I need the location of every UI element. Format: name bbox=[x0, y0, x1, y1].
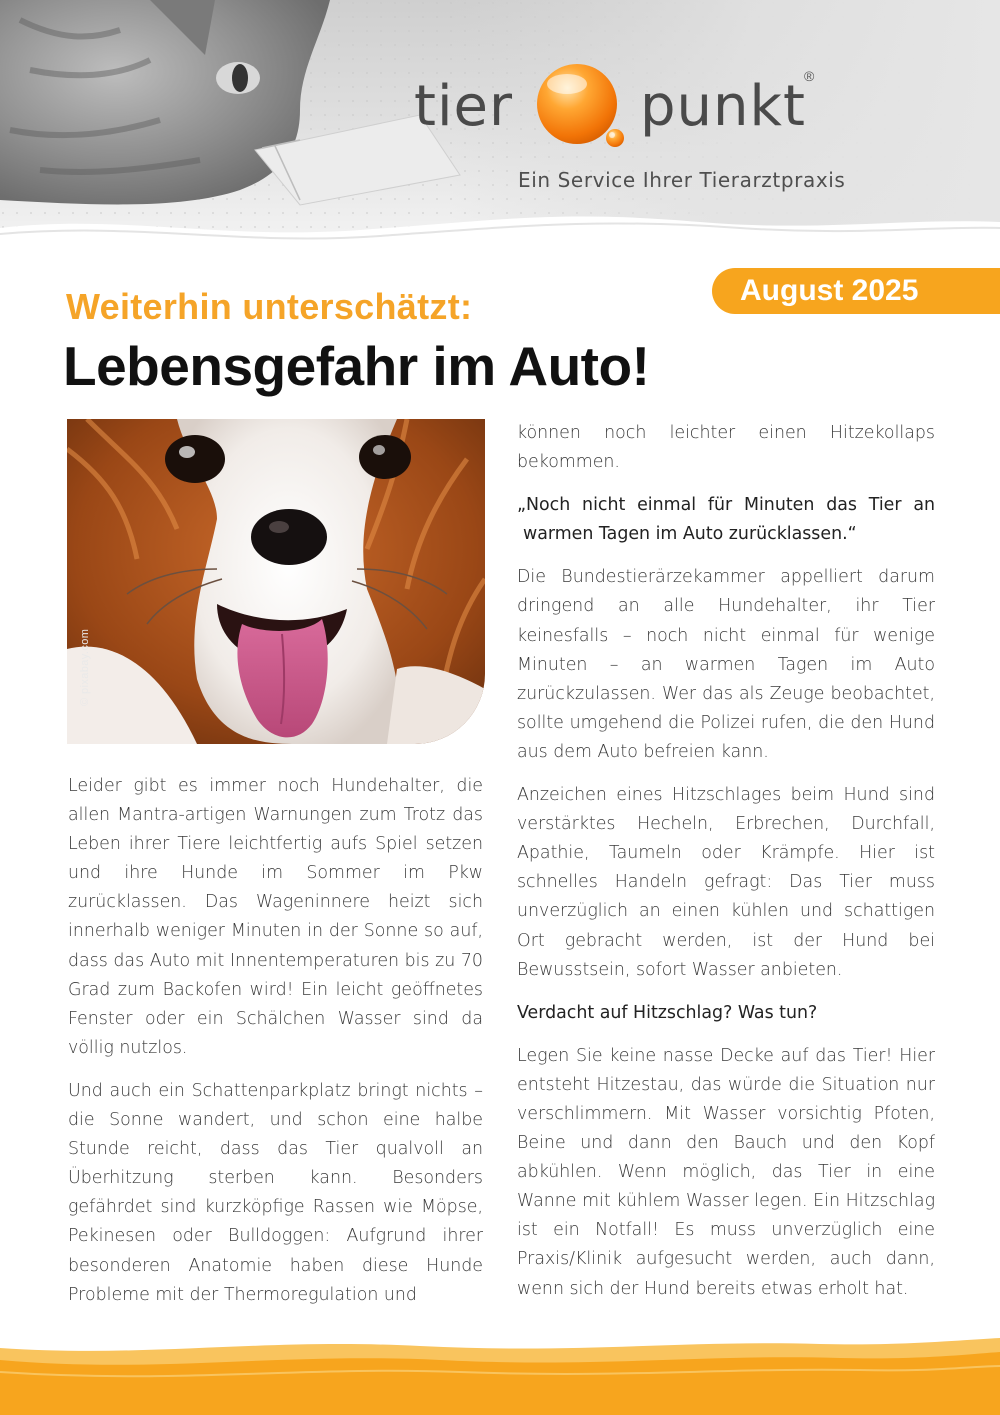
orange-drop-icon bbox=[525, 60, 635, 160]
registered-mark: ® bbox=[804, 68, 815, 84]
issue-date-badge: August 2025 bbox=[712, 268, 1000, 314]
paragraph: Die Bundestierärzekammer appelliert darum dringend an alle Hundehalter, ihr Tier keinesfalls – noch nicht einmal für wenige Minuten – an warmen Tagen im Auto zurückzulassen. Wer das als Zeuge beobachtet, sollte umgehend die Polizei rufen, die den Hund aus dem Auto befreien kann. bbox=[517, 567, 935, 762]
section-subheading: Verdacht auf Hitzschlag? Was tun? bbox=[517, 1002, 818, 1023]
paragraph: Und auch ein Schattenparkplatz bringt nichts – die Sonne wandert, und schon eine halbe Stunde reicht, dass das Tier qualvoll an Überhitzung sterben kann. Besonders gefährdet sind kurzköpfige Rassen wie Möpse, Pekinesen oder Bulldoggen: Aufgrund ihrer besonderen Anatomie haben diese Hunde Probleme mit der Thermoregulation und bbox=[68, 1080, 483, 1305]
page-header bbox=[0, 0, 1000, 250]
article-left-column bbox=[68, 772, 483, 1310]
paragraph: Anzeichen eines Hitzschlages beim Hund sind verstärktes Hecheln, Erbrechen, Durchfall, Apathie, Taumeln oder Krämpfe. Hier ist schnelles Handeln gefragt: Das Tier muss unverzüglich an einen kühlen und schattigen Ort gebracht werden, ist der Hund bei Bewusstsein, sofort Wasser anbieten. bbox=[517, 785, 935, 980]
article-right-column bbox=[517, 419, 935, 1304]
paragraph: Legen Sie keine nasse Decke auf das Tier! Hier entsteht Hitzestau, das würde die Situation nur verschlimmern. Mit Wasser vorsichtig Pfoten, Beine und dann den Bauch und den Kopf abkühlen. Wenn möglich, das Tier in eine Wanne mit kühlem Wasser legen. Ein Hitzschlag ist ein Notfall! Es muss unverzüglich eine Praxis/Klinik aufgesucht werden, auch dann, wenn sich der Hund bereits etwas erholt hat. bbox=[517, 1045, 935, 1299]
panting-dog-image bbox=[67, 419, 485, 744]
paragraph: Leider gibt es immer noch Hundehalter, die allen Mantra-artigen Warnungen zum Trotz das Leben ihrer Tiere leichtfertig aufs Spiel setzen und ihre Hunde im Sommer im Pkw zurücklassen. Das Wageninnere heizt sich innerhalb weniger Minuten in der Sonne so auf, dass das Auto mit Innentemperaturen bis zu 70 Grad zum Backofen wird! Ein leicht geöffnetes Fenster oder ein Schälchen Wasser sind da völlig nutzlos. bbox=[68, 776, 483, 1058]
logo-text-tier: tier bbox=[414, 74, 513, 139]
footer-wave bbox=[0, 1330, 1000, 1415]
logo-text-punkt: punkt bbox=[640, 74, 806, 139]
dog-photo bbox=[67, 419, 485, 744]
tagline: Ein Service Ihrer Tierarztpraxis bbox=[518, 168, 846, 192]
article-kicker: Weiterhin unterschätzt: bbox=[66, 286, 473, 327]
article-headline: Lebensgefahr im Auto! bbox=[63, 335, 650, 397]
paragraph-continuation: können noch leichter einen Hitzekollaps bekommen. bbox=[517, 423, 935, 473]
pull-quote: „Noch nicht einmal für Minuten das Tier an warmen Tagen im Auto zurücklassen.“ bbox=[517, 495, 935, 545]
tierpunkt-logo bbox=[412, 60, 832, 170]
header-wave bbox=[0, 200, 1000, 250]
photo-credit: © pixabay.com bbox=[79, 628, 91, 706]
